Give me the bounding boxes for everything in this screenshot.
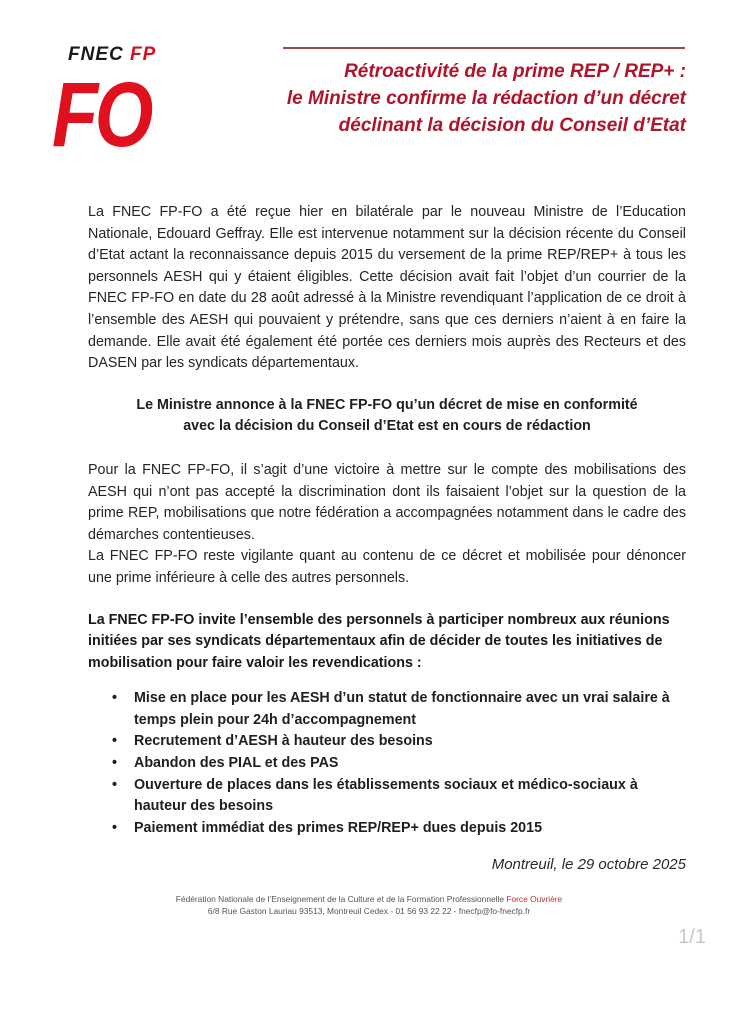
title-line: Rétroactivité de la prime REP / REP+ : bbox=[344, 61, 686, 82]
demand-text: Recrutement d’AESH à hauteur des besoins bbox=[134, 733, 433, 750]
bullet-icon: • bbox=[112, 690, 118, 707]
demand-text: Abandon des PIAL et des PAS bbox=[134, 755, 339, 772]
logo-top-text bbox=[68, 44, 156, 66]
fnec-fp-fo-logo bbox=[52, 44, 192, 164]
footer-force-ouvriere: Force Ouvrière bbox=[506, 894, 563, 905]
demand-text: Ouverture de places dans les établissements sociaux et médico-sociaux à hauteur des besoins bbox=[134, 776, 638, 815]
logo-fnec: FNEC bbox=[68, 44, 124, 65]
footer-federation-name: Fédération Nationale de l’Enseignement de la Culture et de la Formation Professionnelle bbox=[175, 894, 507, 905]
title-line: déclinant la décision du Conseil d’Etat bbox=[338, 115, 686, 136]
document-body bbox=[0, 180, 738, 875]
paragraph-victory-b: La FNEC FP-FO reste vigilante quant au contenu de ce décret et mobilisée pour dénoncer une prime inférieure à celle des autres personnels. bbox=[88, 548, 686, 586]
highlight-line: Le Ministre annonce à la FNEC FP-FO qu’un décret de mise en conformité bbox=[136, 396, 638, 413]
paragraph-victory-a: Pour la FNEC FP-FO, il s’agit d’une victoire à mettre sur le compte des mobilisations des AESH qui n’ont pas accepté la discrimination dont ils faisaient l’objet sur la question de la prime REP, mobilisations que notre fédération a accompagnées notamment dans le cadre des démarches contentieuses. bbox=[88, 461, 686, 543]
bullet-icon: • bbox=[112, 733, 118, 750]
footer-line-1 bbox=[0, 893, 738, 905]
demand-item bbox=[112, 731, 686, 753]
title-line: le Ministre confirme la rédaction d’un décret bbox=[286, 88, 686, 109]
highlight-announcement bbox=[88, 395, 686, 438]
logo-fp: FP bbox=[130, 44, 157, 65]
logo-fo: FO bbox=[52, 64, 151, 164]
footer-address: 6/8 Rue Gaston Lauriau 93513, Montreuil Cedex - 01 56 93 22 22 - fnecfp@fo-fnecfp.fr bbox=[207, 906, 531, 917]
demand-item bbox=[112, 753, 686, 775]
paragraph-call-to-action: La FNEC FP-FO invite l’ensemble des personnels à participer nombreux aux réunions initiées par ses syndicats départementaux afin de décider de toutes les initiatives de mobilisation pour faire valoir les revendications : bbox=[88, 611, 670, 671]
paragraph-victory bbox=[88, 460, 686, 590]
demand-text: Paiement immédiat des primes REP/REP+ dues depuis 2015 bbox=[134, 819, 543, 836]
demand-item bbox=[112, 775, 686, 818]
place-date-signature: Montreuil, le 29 octobre 2025 bbox=[491, 856, 686, 874]
document-title bbox=[246, 58, 686, 139]
bullet-icon: • bbox=[112, 755, 118, 772]
demand-text: Mise en place pour les AESH d’un statut de fonctionnaire avec un vrai salaire à temps plein pour 24h d’accompagnement bbox=[134, 690, 670, 728]
demand-item bbox=[112, 688, 686, 731]
bullet-icon: • bbox=[112, 776, 118, 793]
header-rule bbox=[283, 47, 685, 49]
footer bbox=[0, 893, 738, 917]
bullet-icon: • bbox=[112, 819, 118, 836]
page-indicator: 1/1 bbox=[678, 926, 706, 949]
header bbox=[0, 0, 738, 180]
paragraph-intro: La FNEC FP-FO a été reçue hier en bilatérale par le nouveau Ministre de l’Education Nationale, Edouard Geffray. Elle est intervenue notamment sur la décision récente du Conseil d’Etat actant la reconnaissance depuis 2015 du versement de la prime REP/REP+ à tous les personnels AESH qui y étaient éligibles. Cette décision avait fait l’objet d’un courrier de la FNEC FP-FO en date du 28 août adressé à la Ministre revendiquant l’application de ce droit à l’ensemble des AESH qui pouvaient y prétendre, sans que ces derniers n’aient à en faire la demande. Elle avait été également été portée ces derniers mois auprès des Recteurs et des DASEN par les syndicats départementaux. bbox=[88, 204, 686, 372]
demand-item bbox=[112, 818, 686, 840]
highlight-line: avec la décision du Conseil d’Etat est en cours de rédaction bbox=[183, 418, 591, 435]
demands-list bbox=[112, 688, 686, 839]
